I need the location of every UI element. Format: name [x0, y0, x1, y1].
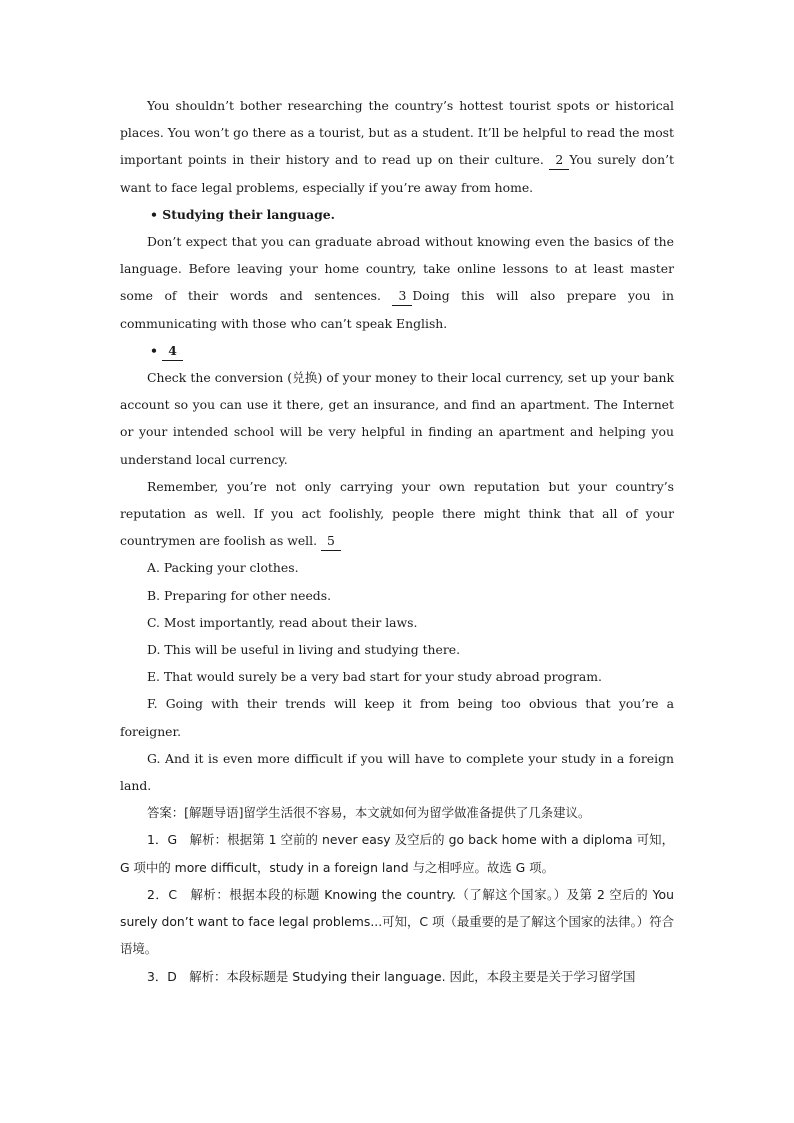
passage-paragraph-3: Check the conversion (兑换) of your money to their local currency, set up your bank account so you can use it there, get an insurance, and find an apartment. The Internet or your intended school will be very helpful in finding an apartment and helping you understand local currency. — [120, 370, 674, 467]
blank-3: 3 — [392, 287, 412, 306]
section-heading-blank-4 — [120, 337, 674, 364]
bullet-icon: • — [150, 342, 158, 358]
document-page — [120, 92, 674, 990]
blank-4: 4 — [162, 342, 183, 361]
option-c: C. Most importantly, read about their laws. — [147, 614, 418, 630]
blank-5: 5 — [321, 532, 341, 551]
passage-paragraph-1: You shouldn’t bother researching the country’s hottest tourist spots or historical places. You won’t go there as a tourist, but as a student. It’ll be helpful to read the most important points in their history and to read up on their culture. 2 You surely don’t want to face legal problems, especially if you’re away from home. — [120, 98, 675, 195]
option-f: F. Going with their trends will keep it from being too obvious that you’re a foreigner. — [120, 696, 674, 739]
blank-2: 2 — [549, 151, 569, 170]
answer-3: 3．D 解析：本段标题是 Studying their language. 因此，本段主要是关于学习留学国 — [147, 968, 636, 984]
option-a: A. Packing your clothes. — [147, 560, 299, 576]
option-b: B. Preparing for other needs. — [147, 587, 332, 603]
answer-2: 2．C 解析：根据本段的标题 Knowing the country.（了解这个国家。）及第 2 空后的 You surely don’t want to face legal problems...可知，C 项（最重要的是了解这个国家的法律。）符合语境。 — [120, 886, 674, 957]
option-d: D. This will be useful in living and studying there. — [147, 642, 461, 658]
answer-1: 1．G 解析：根据第 1 空前的 never easy 及空后的 go back home with a diploma 可知，G 项中的 more difficult，study in a foreign land 与之相呼应。故选 G 项。 — [120, 832, 674, 875]
option-e: E. That would surely be a very bad start for your study abroad program. — [147, 669, 602, 685]
passage-paragraph-4: Remember, you’re not only carrying your own reputation but your country’s reputation as well. If you act foolishly, people there might think that all of your countrymen are foolish as well. 5 — [120, 473, 674, 555]
bullet-icon: • — [150, 206, 158, 222]
section-heading-language: • Studying their language. — [150, 206, 335, 222]
passage-paragraph-2: Don’t expect that you can graduate abroad without knowing even the basics of the language. Before leaving your home country, take online lessons to at least master some of their words and sentences. 3 Doing this will also prepare you in communicating with those who can’t speak English. — [120, 234, 674, 331]
option-g: G. And it is even more difficult if you will have to complete your study in a foreign land. — [120, 750, 674, 794]
answer-intro: 答案：[解题导语]留学生活很不容易，本文就如何为留学做准备提供了几条建议。 — [147, 805, 591, 821]
